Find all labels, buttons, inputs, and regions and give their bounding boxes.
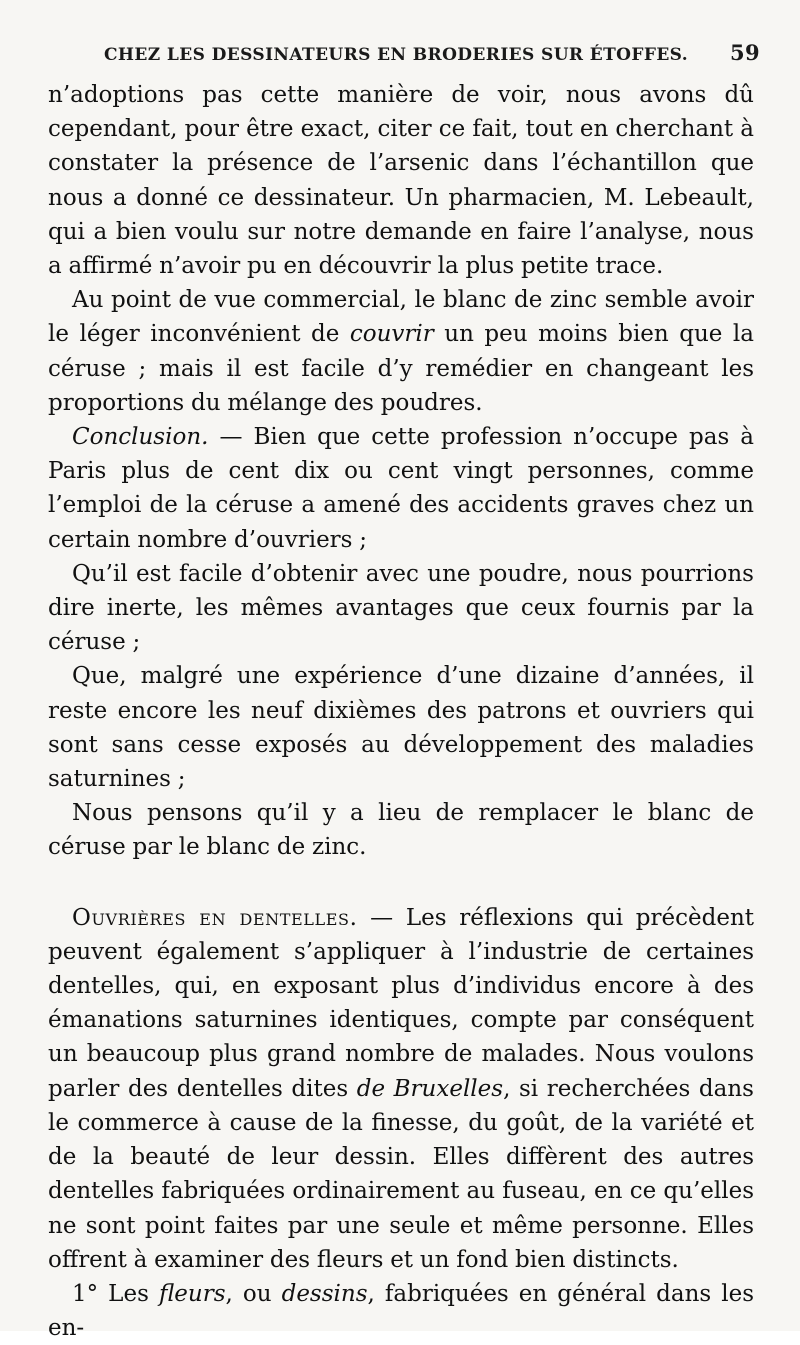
emphasis-text: fleurs [158,1280,226,1307]
paragraph-text: Nous pensons qu’il y a lieu de remplacer le blanc de céruse par le blanc de zinc. [48,800,754,861]
paragraph-lace-workers [48,901,754,1277]
paragraph-experience [48,659,754,796]
paragraph-text: , si recherchées dans le commerce à cause de la finesse, du goût, de la variété et de la beauté de leur dessin. Elles diffèrent des autres dentelles fabriquées ordinairement au fuseau, en ce qu’elles ne sont point faites par une seule et même personne. Elles offrent à examiner des fleurs et un fond bien distincts. [48,1075,754,1273]
paragraph-text: Qu’il est facile d’obtenir avec une poudre, nous pourrions dire inerte, les mêmes avantages que ceux fournis par la céruse ; [48,560,754,656]
running-header [48,40,760,65]
paragraph-continuation [48,78,754,283]
paragraph-text: — Bien que cette profession n’occupe pas à Paris plus de cent dix ou cent vingt personnes, comme l’emploi de la céruse a amené des accidents graves chez un certain nombre d’ouvriers ; [48,424,754,553]
paragraph-commercial [48,283,754,420]
paragraph-text: 1° Les [72,1280,159,1307]
paragraph-text: n’adoptions pas cette manière de voir, nous avons dû cependant, pour être exact, citer ce fait, tout en cherchant à constater la présence de l’arsenic dans l’échantillon que nous a donné ce dessinateur. Un pharmacien, M. Lebeault, qui a bien voulu sur notre demande en faire l’analyse, nous a affirmé n’avoir pu en découvrir la plus petite trace. [48,82,754,280]
section-lead-conclusion: Conclusion. [72,424,209,451]
page-number: 59 [729,40,760,65]
paragraph-text: , fabriquées en général dans les en- [48,1280,755,1342]
paragraph-flowers [48,1277,754,1345]
page-body [48,78,754,1345]
paragraph-text: un peu moins bien que la céruse ; mais il est facile d’y remédier en changeant les proportions du mélange des poudres. [48,321,754,416]
paragraph-text: — Les réflexions qui précèdent peuvent également s’appliquer à l’industrie de certaines dentelles, qui, en exposant plus d’individus encore à des émanations saturnines identiques, compte par conséquent un beaucoup plus grand nombre de malades. Nous voulons parler des dentelles dites [48,904,754,1102]
emphasis-text: couvrir [349,321,434,348]
paragraph-recommendation [48,796,754,864]
paragraph-text: Au point de vue commercial, le blanc de zinc semble avoir le léger inconvénient de [48,287,754,348]
paragraph-text: Que, malgré une expérience d’une dizaine d’années, il reste encore les neuf dixièmes des patrons et ouvriers qui sont sans cesse exposés au développement des maladies saturnines ; [48,663,754,793]
paragraph-conclusion [48,420,754,557]
paragraph-text: , ou [225,1280,282,1307]
section-lead-lace: Ouvrières en dentelles. [72,904,358,931]
paragraph-inert-powder [48,557,754,660]
emphasis-text: dessins [281,1280,368,1307]
emphasis-text: de Bruxelles [356,1075,504,1102]
running-title: CHEZ LES DESSINATEURS EN BRODERIES SUR ÉTOFFES. [104,45,689,65]
